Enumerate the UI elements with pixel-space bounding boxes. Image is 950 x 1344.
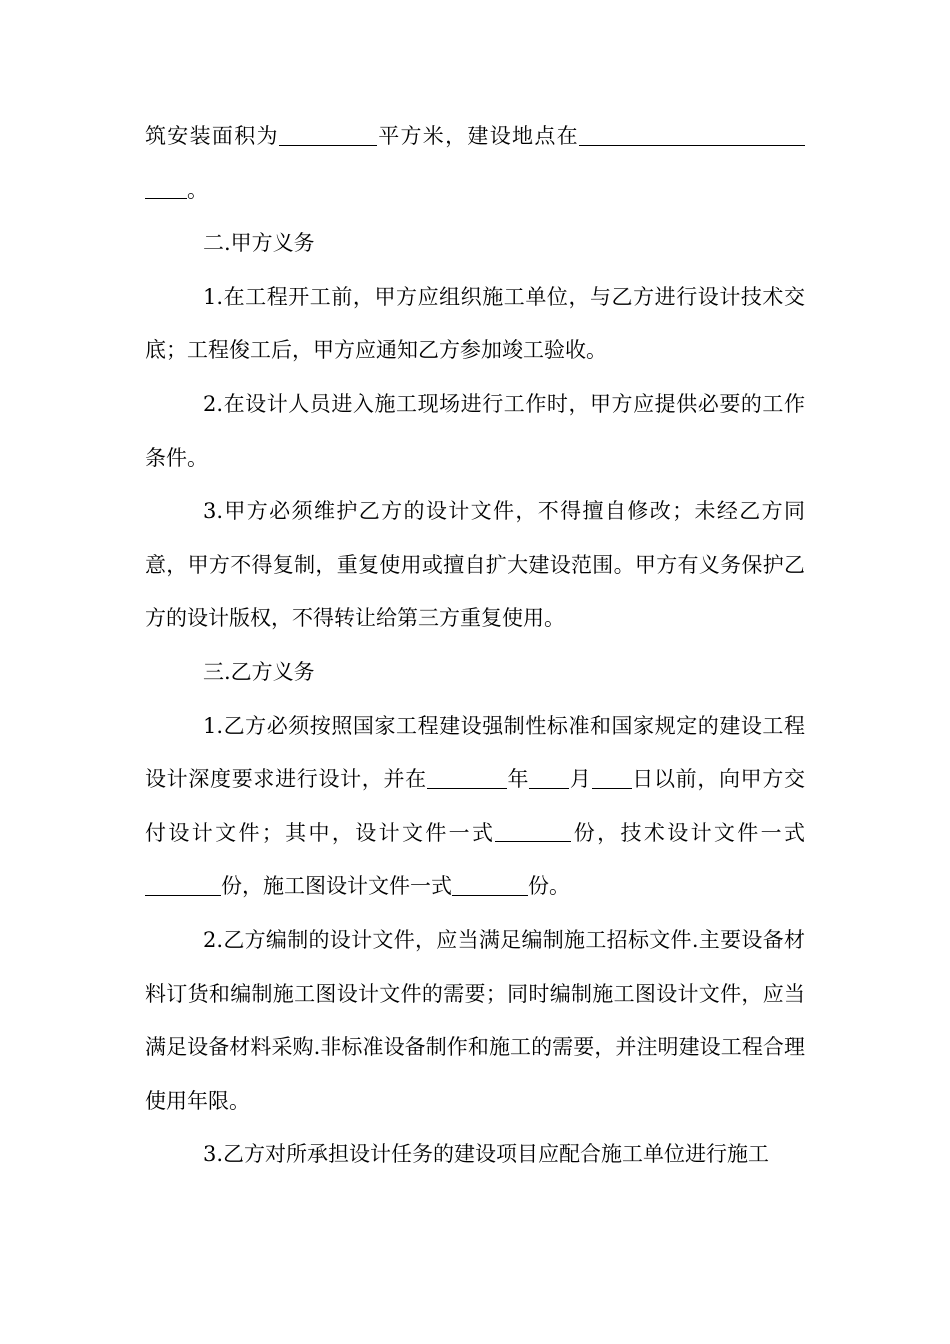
- text-period: 。: [187, 177, 208, 202]
- blank-site-field: [579, 122, 805, 145]
- text-tech-copies: 份，技术设计文件一式: [571, 820, 806, 845]
- blank-area-field: [279, 122, 377, 145]
- blank-site-field-cont: [145, 176, 187, 199]
- blank-drawing-copies: [452, 873, 528, 896]
- paragraph-b-1: [145, 700, 805, 914]
- blank-day-field: [592, 766, 632, 789]
- text-copies-end: 份。: [528, 874, 570, 899]
- text-area-prefix: 筑安装面积为: [145, 124, 279, 148]
- text-area-unit: 平方米，建设地点在: [376, 124, 579, 148]
- blank-design-copies: [495, 819, 571, 842]
- blank-tech-copies: [145, 873, 221, 896]
- text-b1-intro: 1.乙方必须按照国家工程建设强制性标准和国家规定的建设工程设计深度要求进行设计，并在: [145, 713, 805, 792]
- blank-year-field: [427, 766, 507, 789]
- paragraph-b-3: 3.乙方对所承担设计任务的建设项目应配合施工单位进行施工: [203, 1142, 770, 1167]
- blank-month-field: [529, 766, 569, 789]
- paragraph-a-2: 2.在设计人员进入施工现场进行工作时，甲方应提供必要的工作条件。: [145, 391, 805, 470]
- paragraph-a-3: 3.甲方必须维护乙方的设计文件，不得擅自修改；未经乙方同意，甲方不得复制，重复使用或擅自扩大建设范围。甲方有义务保护乙方的设计版权，不得转让给第三方重复使用。: [145, 499, 805, 631]
- paragraph-b-2: 2.乙方编制的设计文件，应当满足编制施工招标文件.主要设备材料订货和编制施工图设计文件的需要；同时编制施工图设计文件，应当满足设备材料采购.非标准设备制作和施工的需要，并注明建设工程合理使用年限。: [145, 927, 805, 1113]
- text-month: 月: [569, 767, 592, 792]
- section-heading-party-a: 二.甲方义务: [203, 231, 315, 256]
- text-drawing-copies: 份，施工图设计文件一式: [221, 874, 452, 899]
- text-day-deliver: 日以前，向甲方交付设计文件；其中，设计文件一式: [145, 767, 806, 845]
- document-page: [145, 110, 805, 1182]
- paragraph-area-site: [145, 110, 805, 217]
- text-year: 年: [506, 767, 530, 792]
- paragraph-a-1: 1.在工程开工前，甲方应组织施工单位，与乙方进行设计技术交底；工程俊工后，甲方应通知乙方参加竣工验收。: [145, 284, 805, 363]
- section-heading-party-b: 三.乙方义务: [203, 659, 315, 684]
